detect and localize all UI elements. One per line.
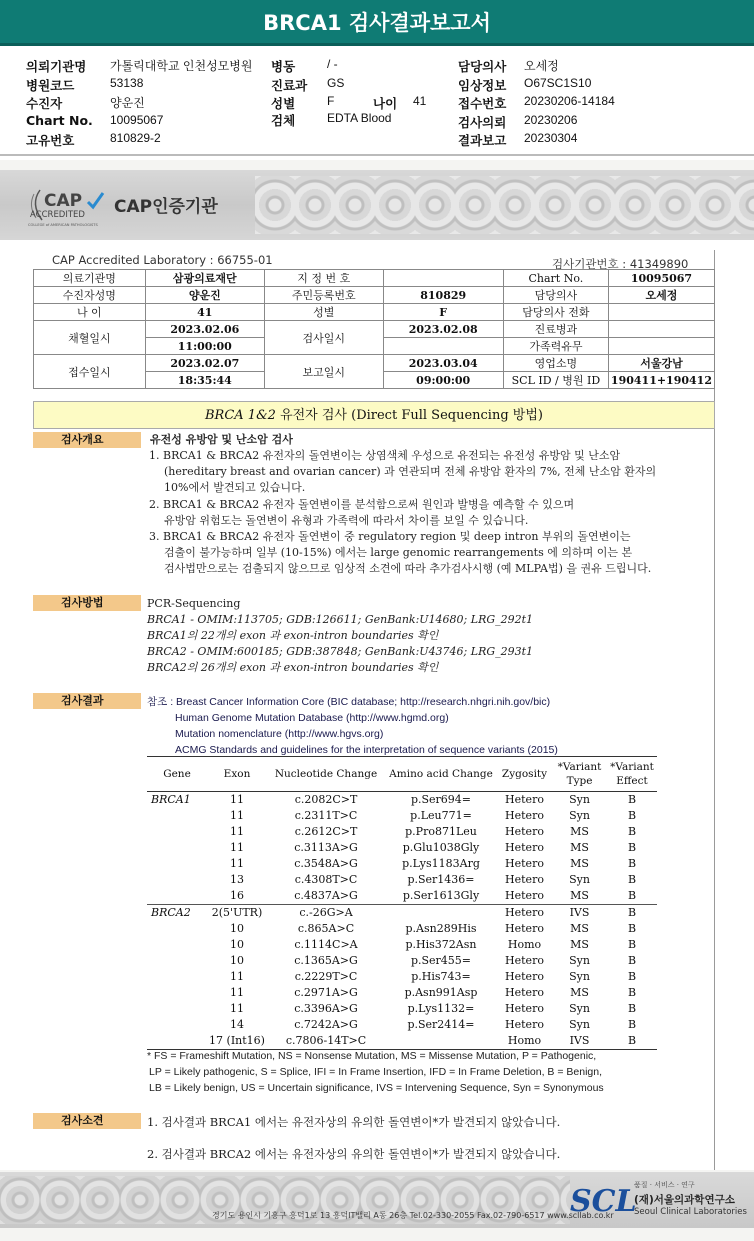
overview-heading: 유전성 유방암 및 난소암 검사 bbox=[150, 433, 293, 446]
table-cell: p.Ser2414= bbox=[407, 1017, 475, 1031]
table-cell: B bbox=[627, 808, 637, 822]
cell bbox=[608, 321, 714, 338]
table-cell: B bbox=[627, 905, 637, 919]
abbreviation-footnote bbox=[147, 1048, 604, 1096]
section-result-label: 검사결과 bbox=[33, 693, 141, 709]
header-value: 53138 bbox=[110, 76, 144, 90]
gene-cell bbox=[147, 1033, 207, 1050]
column-header: *Variant Type bbox=[552, 757, 607, 791]
table-row bbox=[34, 304, 715, 321]
table-cell: Hetero bbox=[505, 905, 544, 919]
table-cell: Hetero bbox=[505, 1017, 544, 1031]
opinion-line: 1. 검사결과 BRCA1 에서는 유전자상의 유의한 돌연변이*가 발견되지 않았습니다. bbox=[147, 1115, 561, 1129]
header-label: 검체 bbox=[271, 113, 296, 128]
table-row bbox=[147, 937, 657, 953]
table-cell: 11 bbox=[230, 824, 244, 838]
table-cell: 16 bbox=[230, 888, 244, 902]
table-cell: p.Pro871Leu bbox=[405, 824, 477, 838]
table-cell: Syn bbox=[569, 953, 590, 967]
table-row bbox=[147, 840, 657, 856]
gene-cell bbox=[147, 808, 207, 824]
cell bbox=[383, 270, 503, 287]
table-cell: Syn bbox=[569, 1001, 590, 1015]
table-row bbox=[147, 953, 657, 969]
header-label: 병동 bbox=[271, 59, 296, 74]
table-cell: Hetero bbox=[505, 888, 544, 902]
overview-line: 3. BRCA1 & BRCA2 유전자 돌연변이 중 regulatory region 및 deep intron 부위의 돌연변이는 bbox=[149, 530, 631, 543]
table-cell: B bbox=[627, 1017, 637, 1031]
cell: 검사일시 bbox=[264, 321, 383, 355]
cell: 18:35:44 bbox=[145, 372, 264, 389]
table-cell: MS bbox=[570, 985, 589, 999]
cell bbox=[608, 304, 714, 321]
section-opinion-label: 검사소견 bbox=[33, 1113, 141, 1129]
table-cell: IVS bbox=[569, 1033, 590, 1047]
opinion-line: 2. 검사결과 BRCA2 에서는 유전자상의 유의한 돌연변이*가 발견되지 않았습니다. bbox=[147, 1147, 561, 1161]
table-cell: MS bbox=[570, 824, 589, 838]
decorative-pattern bbox=[255, 176, 754, 234]
table-cell: Syn bbox=[569, 969, 590, 983]
table-row bbox=[147, 856, 657, 872]
cell: 11:00:00 bbox=[145, 338, 264, 355]
table-cell: 10 bbox=[230, 953, 244, 967]
scl-logo: SCL bbox=[570, 1184, 637, 1219]
table-row bbox=[34, 355, 715, 372]
scl-tagline: 품질 · 서비스 · 연구 bbox=[634, 1181, 695, 1189]
table-cell: 11 bbox=[230, 985, 244, 999]
cell: SCL ID / 병원 ID bbox=[503, 372, 608, 389]
table-cell: Hetero bbox=[505, 1001, 544, 1015]
table-row bbox=[147, 824, 657, 840]
table-cell: 10 bbox=[230, 937, 244, 951]
test-title-bar bbox=[33, 401, 715, 429]
overview-line: 10%에서 발견되고 있습니다. bbox=[164, 481, 306, 495]
table-cell: c.2229T>C bbox=[294, 969, 358, 983]
column-header: Amino acid Change bbox=[385, 757, 497, 791]
cell: 2023.02.07 bbox=[145, 355, 264, 372]
age-label: 나이 bbox=[373, 96, 398, 111]
cell: 2023.02.08 bbox=[383, 321, 503, 338]
gene-cell bbox=[147, 872, 207, 888]
cell: 진료병과 bbox=[503, 321, 608, 338]
table-cell: p.Ser1436= bbox=[407, 872, 475, 886]
table-cell: c.2082C>T bbox=[294, 792, 358, 806]
header-label: 수진자 bbox=[26, 96, 63, 111]
cell: 담당의사 bbox=[503, 287, 608, 304]
section-method-label: 검사방법 bbox=[33, 595, 141, 611]
table-cell: Syn bbox=[569, 792, 590, 806]
column-header: Exon bbox=[207, 757, 267, 791]
cap-title: CAP인증기관 bbox=[114, 197, 218, 217]
reference-line: 참조 : Breast Cancer Information Core (BIC database; http://research.nhgri.nih.gov/bic) bbox=[147, 696, 551, 708]
table-cell: B bbox=[627, 1033, 637, 1047]
cell: 성별 bbox=[264, 304, 383, 321]
cell: 2023.03.04 bbox=[383, 355, 503, 372]
table-cell: c.4837A>G bbox=[294, 888, 358, 902]
footnote-line: LP = Likely pathogenic, S = Splice, IFI = In Frame Insertion, IFD = In Frame Deletion, B = Benign, bbox=[149, 1066, 602, 1078]
table-cell: MS bbox=[570, 921, 589, 935]
header-value: 10095067 bbox=[110, 113, 164, 127]
cell bbox=[383, 338, 503, 355]
gene-cell bbox=[147, 953, 207, 969]
method-line: BRCA1 - OMIM:113705; GDB:126611; GenBank:U14680; LRG_292t1 bbox=[147, 613, 534, 626]
header-value: 20230206-14184 bbox=[524, 94, 615, 108]
table-cell: 11 bbox=[230, 808, 244, 822]
table-cell: p.His743= bbox=[411, 969, 471, 983]
table-cell: B bbox=[627, 840, 637, 854]
table-cell: Syn bbox=[569, 872, 590, 886]
institution-number: 검사기관번호 : 41349890 bbox=[552, 257, 689, 271]
table-cell: c.1365A>G bbox=[294, 953, 358, 967]
cap-logo-icon bbox=[26, 180, 106, 230]
table-row bbox=[147, 888, 657, 905]
gene-cell bbox=[147, 921, 207, 937]
header-label: 병원코드 bbox=[26, 78, 75, 93]
table-cell: Hetero bbox=[505, 792, 544, 806]
cell: 나 이 bbox=[34, 304, 146, 321]
gene-cell bbox=[147, 1001, 207, 1017]
footnote-line: LB = Likely benign, US = Uncertain significance, IVS = Intervening Sequence, Syn = Synonymous bbox=[149, 1082, 604, 1094]
table-cell: c.3396A>G bbox=[294, 1001, 358, 1015]
column-header: Gene bbox=[147, 757, 207, 791]
footnote-line: * FS = Frameshift Mutation, NS = Nonsense Mutation, MS = Missense Mutation, P = Pathogenic, bbox=[147, 1050, 597, 1062]
table-cell: p.Lys1132= bbox=[407, 1001, 475, 1015]
table-cell: B bbox=[627, 1001, 637, 1015]
cell: 지 정 번 호 bbox=[264, 270, 383, 287]
overview-line: 2. BRCA1 & BRCA2 유전자 돌연변이를 분석함으로써 원인과 발병을 예측할 수 있으며 bbox=[149, 497, 575, 511]
table-cell: B bbox=[627, 937, 637, 951]
table-cell: Hetero bbox=[505, 872, 544, 886]
table-cell bbox=[385, 905, 497, 921]
table-cell: p.Asn991Asp bbox=[404, 985, 478, 999]
table-cell: Hetero bbox=[505, 808, 544, 822]
gene-cell bbox=[147, 985, 207, 1001]
table-cell: B bbox=[627, 856, 637, 870]
column-header: Nucleotide Change bbox=[267, 757, 385, 791]
table-cell: 11 bbox=[230, 856, 244, 870]
gene-cell: BRCA2 bbox=[151, 905, 191, 919]
table-cell: Hetero bbox=[505, 921, 544, 935]
report-title: BRCA1 검사결과보고서 bbox=[0, 0, 754, 46]
divider bbox=[0, 154, 754, 156]
scl-name-en: Seoul Clinical Laboratories bbox=[634, 1207, 747, 1217]
table-cell: B bbox=[627, 921, 637, 935]
variant-table bbox=[147, 757, 657, 1050]
table-cell: p.Ser455= bbox=[410, 953, 472, 967]
gene-cell bbox=[147, 840, 207, 856]
age-value: 41 bbox=[413, 94, 427, 108]
cap-logo-small: COLLEGE of AMERICAN PATHOLOGISTS bbox=[28, 223, 98, 227]
cell: 양운진 bbox=[145, 287, 264, 304]
test-title: 유전자 검사 (Direct Full Sequencing 방법) bbox=[275, 408, 543, 423]
overview-line: 검사법만으로는 검출되지 않으므로 임상적 소견에 따라 추가검사시행 (예 MLPA법) 을 권유 드립니다. bbox=[164, 562, 652, 576]
cell: 2023.02.06 bbox=[145, 321, 264, 338]
table-cell: c.1114C>A bbox=[294, 937, 358, 951]
cap-logo-text: CAP bbox=[44, 191, 83, 211]
table-cell: Hetero bbox=[505, 824, 544, 838]
table-cell: 13 bbox=[230, 872, 244, 886]
table-cell: p.Ser694= bbox=[410, 792, 472, 806]
gene-cell bbox=[147, 937, 207, 953]
method-line: BRCA1의 22개의 exon 과 exon-intron boundaries 확인 bbox=[147, 629, 439, 642]
table-cell: c.7806-14T>C bbox=[285, 1033, 367, 1047]
header-label: 검사의뢰 bbox=[458, 115, 507, 130]
cell: 의료기관명 bbox=[34, 270, 146, 287]
table-cell: c.3113A>G bbox=[294, 840, 358, 854]
table-row bbox=[34, 321, 715, 338]
table-row bbox=[34, 287, 715, 304]
column-header: Zygosity bbox=[497, 757, 552, 791]
table-cell: B bbox=[627, 953, 637, 967]
cap-lab-number: CAP Accredited Laboratory : 66755-01 bbox=[52, 253, 273, 267]
table-row bbox=[147, 872, 657, 888]
cell: 09:00:00 bbox=[383, 372, 503, 389]
table-cell: 11 bbox=[230, 840, 244, 854]
patient-info-table bbox=[33, 269, 715, 389]
header-value: F bbox=[327, 94, 335, 108]
column-header: *Variant Effect bbox=[607, 757, 657, 791]
cap-band bbox=[0, 170, 754, 240]
table-cell: Hetero bbox=[505, 985, 544, 999]
table-cell: 17 (Int16) bbox=[209, 1033, 265, 1047]
overview-line: (hereditary breast and ovarian cancer) 과 연관되며 전체 유방암 환자의 7%, 전체 난소암 환자의 bbox=[164, 465, 657, 479]
footer-address: 경기도 용인시 기흥구 흥덕1로 13 흥덕IT밸리 A동 26층 Tel.02-330-2055 Fax.02-790-6517 www.scllab.co.kr bbox=[212, 1211, 614, 1220]
table-cell: B bbox=[627, 792, 637, 806]
table-cell: MS bbox=[570, 840, 589, 854]
table-cell: Syn bbox=[569, 1017, 590, 1031]
table-cell: c.3548A>G bbox=[294, 856, 358, 870]
table-cell: Hetero bbox=[505, 856, 544, 870]
cell: 41 bbox=[145, 304, 264, 321]
table-cell: 10 bbox=[230, 921, 244, 935]
cell: 190411+190412 bbox=[608, 372, 714, 389]
test-title-gene: BRCA 1&2 bbox=[205, 408, 276, 423]
table-cell: 11 bbox=[230, 1001, 244, 1015]
gene-cell bbox=[147, 969, 207, 985]
table-cell: B bbox=[627, 888, 637, 902]
table-cell: B bbox=[627, 969, 637, 983]
table-cell: Hetero bbox=[505, 953, 544, 967]
table-cell: p.Asn289His bbox=[405, 921, 477, 935]
method-line: BRCA2 - OMIM:600185; GDB:387848; GenBank:U43746; LRG_293t1 bbox=[147, 645, 534, 658]
table-cell: p.Glu1038Gly bbox=[402, 840, 480, 854]
cell: 가족력유무 bbox=[503, 338, 608, 355]
header-value: 20230206 bbox=[524, 113, 578, 127]
header-value: 양운진 bbox=[110, 96, 145, 110]
table-cell: 2(5'UTR) bbox=[211, 905, 263, 919]
table-cell: p.His372Asn bbox=[405, 937, 477, 951]
gene-cell bbox=[147, 888, 207, 905]
cap-logo-sub: ACCREDITED bbox=[30, 210, 85, 220]
header-value: 가톨릭대학교 인천성모병원 bbox=[110, 59, 253, 73]
header-value: 오세정 bbox=[524, 59, 559, 73]
header-label: 고유번호 bbox=[26, 133, 75, 148]
table-cell: MS bbox=[570, 937, 589, 951]
header-value: EDTA Blood bbox=[327, 111, 392, 125]
cell: 주민등록번호 bbox=[264, 287, 383, 304]
header-value: 20230304 bbox=[524, 131, 578, 145]
overview-line: 1. BRCA1 & BRCA2 유전자의 돌연변이는 상염색체 우성으로 유전되는 유전성 유방암 및 난소암 bbox=[149, 449, 621, 462]
table-cell: B bbox=[627, 985, 637, 999]
table-row bbox=[147, 985, 657, 1001]
table-cell: B bbox=[627, 872, 637, 886]
table-cell: c.2612C>T bbox=[294, 824, 358, 838]
method-line: BRCA2의 26개의 exon 과 exon-intron boundaries 확인 bbox=[147, 661, 439, 674]
table-cell: B bbox=[627, 824, 637, 838]
table-row bbox=[147, 808, 657, 824]
scl-name: (재)서울의과학연구소 bbox=[634, 1194, 735, 1206]
table-cell: c.4308T>C bbox=[294, 872, 358, 886]
cell: 접수일시 bbox=[34, 355, 146, 389]
cell: 수진자성명 bbox=[34, 287, 146, 304]
gene-cell bbox=[147, 856, 207, 872]
header-label: Chart No. bbox=[26, 113, 93, 128]
cell: 채혈일시 bbox=[34, 321, 146, 355]
table-row bbox=[147, 1017, 657, 1033]
header-label: 성별 bbox=[271, 96, 296, 111]
header-label: 임상정보 bbox=[458, 78, 507, 93]
cell: Chart No. bbox=[503, 270, 608, 287]
report-header bbox=[0, 52, 754, 152]
method-line: PCR-Sequencing bbox=[147, 597, 241, 610]
header-label: 결과보고 bbox=[458, 133, 507, 148]
references bbox=[147, 694, 558, 758]
gene-cell bbox=[147, 1017, 207, 1033]
table-cell: Homo bbox=[507, 937, 542, 951]
table-cell: p.Ser1613Gly bbox=[402, 888, 480, 902]
overview-line: 검출이 불가능하며 일부 (10-15%) 에서는 large genomic rearrangements 에 의하며 이는 본 bbox=[164, 546, 633, 560]
cell: 10095067 bbox=[608, 270, 714, 287]
table-cell: MS bbox=[570, 888, 589, 902]
footer bbox=[0, 1172, 754, 1228]
header-value: O67SC1S10 bbox=[524, 76, 592, 90]
table-cell: Syn bbox=[569, 808, 590, 822]
header-label: 의뢰기관명 bbox=[26, 59, 87, 74]
cell: 영업소명 bbox=[503, 355, 608, 372]
cell: 담당의사 전화 bbox=[503, 304, 608, 321]
table-cell: c.865A>C bbox=[297, 921, 355, 935]
cell: 오세정 bbox=[608, 287, 714, 304]
cell: 삼광의료재단 bbox=[145, 270, 264, 287]
reference-line: Human Genome Mutation Database (http://www.hgmd.org) bbox=[175, 712, 449, 724]
cell: 보고일시 bbox=[264, 355, 383, 389]
table-cell: Hetero bbox=[505, 840, 544, 854]
cell bbox=[608, 338, 714, 355]
table-cell bbox=[385, 1033, 497, 1050]
table-cell: c.-26G>A bbox=[299, 905, 353, 919]
header-value: / - bbox=[327, 57, 338, 71]
table-row bbox=[147, 1001, 657, 1017]
gene-cell bbox=[147, 824, 207, 840]
header-label: 진료과 bbox=[271, 78, 308, 93]
table-cell: 11 bbox=[230, 969, 244, 983]
section-overview-label: 검사개요 bbox=[33, 432, 141, 448]
table-cell: Hetero bbox=[505, 969, 544, 983]
reference-line: Mutation nomenclature (http://www.hgvs.org) bbox=[175, 728, 384, 740]
table-row bbox=[147, 1033, 657, 1050]
table-cell: c.2311T>C bbox=[294, 808, 358, 822]
table-row bbox=[147, 791, 657, 808]
header-label: 접수번호 bbox=[458, 96, 507, 111]
header-value: 810829-2 bbox=[110, 131, 161, 145]
cell: 서울강남 bbox=[608, 355, 714, 372]
header-label: 담당의사 bbox=[458, 59, 507, 74]
table-cell: IVS bbox=[569, 905, 590, 919]
table-cell: MS bbox=[570, 856, 589, 870]
table-row bbox=[147, 921, 657, 937]
cell: F bbox=[383, 304, 503, 321]
table-row bbox=[147, 905, 657, 921]
gene-cell: BRCA1 bbox=[151, 792, 191, 806]
reference-line: ACMG Standards and guidelines for the interpretation of sequence variants (2015) bbox=[175, 744, 558, 756]
header-value: GS bbox=[327, 76, 345, 90]
table-cell: p.Leu771= bbox=[410, 808, 472, 822]
table-header-row bbox=[147, 757, 657, 791]
table-cell: p.Lys1183Arg bbox=[402, 856, 480, 870]
table-cell: c.7242A>G bbox=[294, 1017, 358, 1031]
table-cell: 11 bbox=[230, 792, 244, 806]
table-cell: Homo bbox=[507, 1033, 542, 1047]
overview-line: 유방암 위험도는 돌연변이 유형과 가족력에 따라서 차이를 보일 수 있습니다. bbox=[164, 513, 529, 527]
table-cell: 14 bbox=[230, 1017, 244, 1031]
cell: 810829 bbox=[383, 287, 503, 304]
table-row bbox=[34, 270, 715, 287]
table-cell: c.2971A>G bbox=[294, 985, 358, 999]
table-row bbox=[147, 969, 657, 985]
